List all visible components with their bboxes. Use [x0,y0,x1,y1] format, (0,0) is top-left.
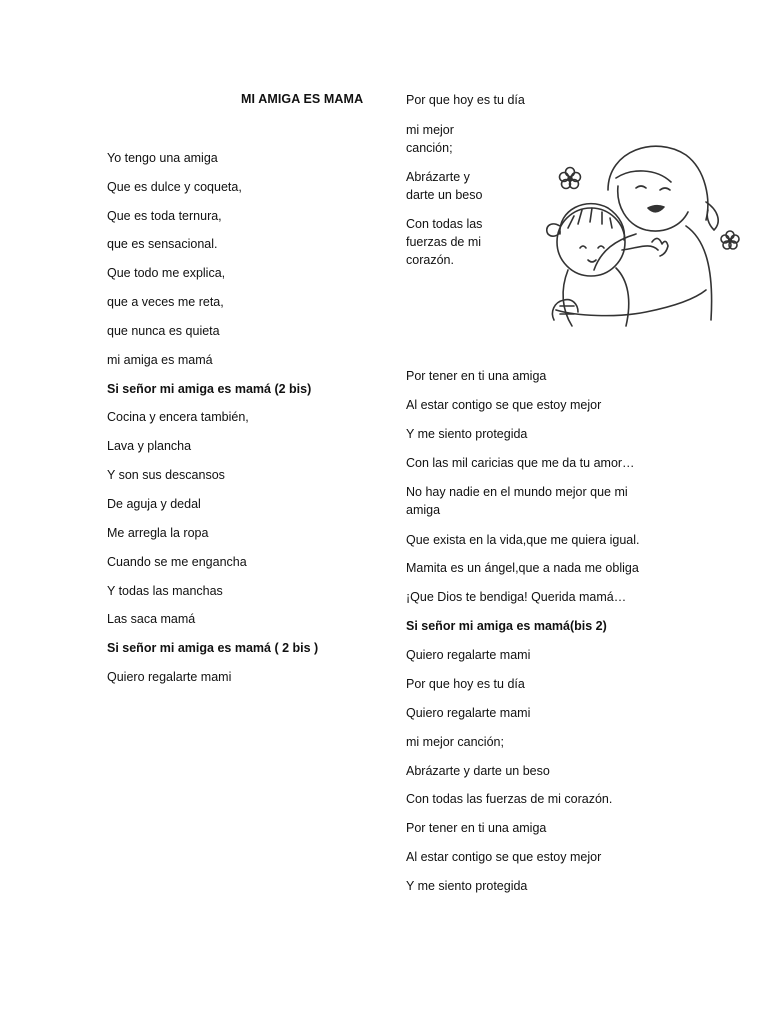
lyric-line: De aguja y dedal [107,497,201,511]
lyric-line: Por tener en ti una amiga [406,369,547,383]
lyric-line: Por tener en ti una amiga [406,821,547,835]
lyric-line: Lava y plancha [107,439,192,453]
chorus-line: Si señor mi amiga es mamá(bis 2) [406,619,607,633]
lyric-line: mi mejor canción; [406,735,504,749]
chorus-line: Si señor mi amiga es mamá ( 2 bis ) [107,641,319,655]
lyric-line: Abrázarte y darte un beso [406,170,483,202]
lyric-line: que nunca es quieta [107,324,220,338]
lyric-line: que a veces me reta, [107,295,224,309]
lyric-line: Con todas las fuerzas de mi corazón. [406,217,483,267]
lyric-line: Y me siento protegida [406,879,528,893]
lyric-line: Cocina y encera también, [107,410,249,424]
lyric-line: No hay nadie en el mundo mejor que mi amiga [406,485,628,517]
lyric-line: Por que hoy es tu día [406,677,525,691]
lyric-line: Yo tengo una amiga [107,151,218,165]
lyric-line: Las saca mamá [107,612,196,626]
lyric-line: Quiero regalarte mami [406,648,531,662]
lyric-line: Al estar contigo se que estoy mejor [406,398,602,412]
lyric-line: Con todas las fuerzas de mi corazón. [406,792,613,806]
lyric-line: Y me siento protegida [406,427,528,441]
lyric-line: Que exista en la vida,que me quiera igual. [406,533,640,547]
lyric-line: Y todas las manchas [107,584,223,598]
lyric-line: Con las mil caricias que me da tu amor… [406,456,635,470]
lyric-line: Al estar contigo se que estoy mejor [406,850,602,864]
lyric-line: Que es toda ternura, [107,209,222,223]
lyric-line: que es sensacional. [107,237,218,251]
lyric-line: mi amiga es mamá [107,353,213,367]
lyric-line: Y son sus descansos [107,468,225,482]
lyric-line: Quiero regalarte mami [107,670,232,684]
lyric-line: Que es dulce y coqueta, [107,180,242,194]
chorus-line: Si señor mi amiga es mamá (2 bis) [107,382,312,396]
lyric-line: ¡Que Dios te bendiga! Querida mamá… [406,590,627,604]
lyric-line: Por que hoy es tu día [406,93,525,107]
lyric-line: Que todo me explica, [107,266,226,280]
lyric-line: Quiero regalarte mami [406,706,531,720]
mother-hugging-child-icon [546,130,746,330]
lyric-line: Cuando se me engancha [107,555,247,569]
lyric-line: Mamita es un ángel,que a nada me obliga [406,561,639,575]
song-title: MI AMIGA ES MAMA [241,92,364,106]
lyric-line: mi mejor canción; [406,123,454,155]
lyric-line: Me arregla la ropa [107,526,209,540]
lyric-line: Abrázarte y darte un beso [406,764,550,778]
